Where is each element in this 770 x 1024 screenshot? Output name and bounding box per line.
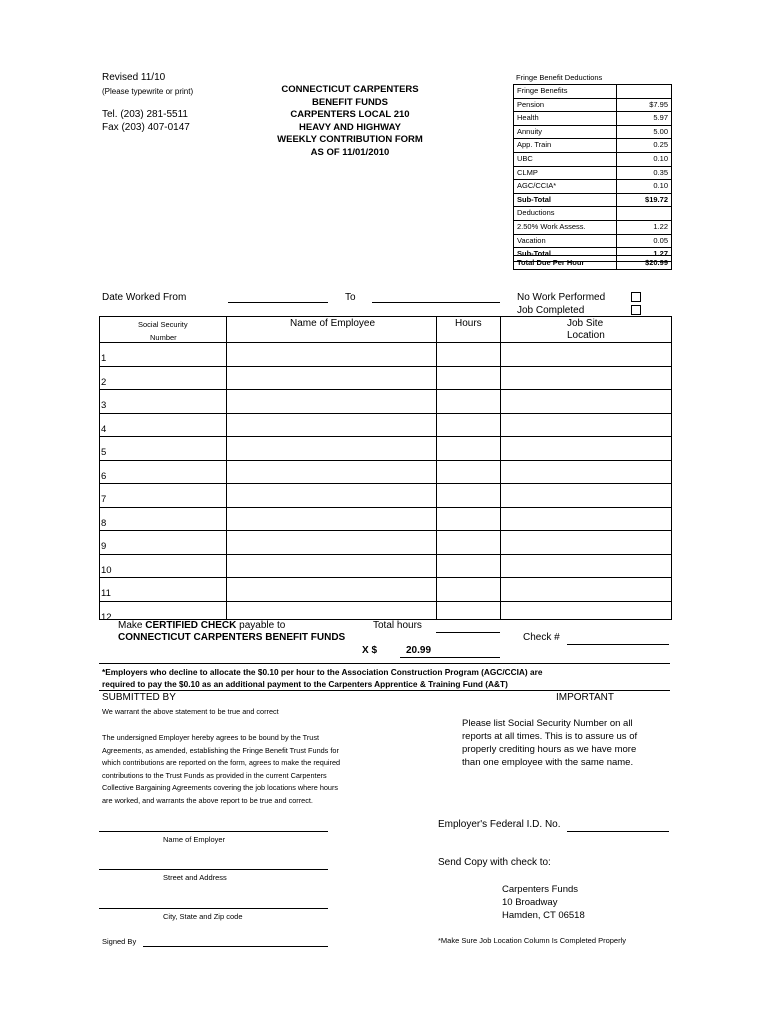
job-site-header: Job Site	[567, 318, 604, 329]
street-label: Street and Address	[163, 873, 227, 882]
row-number: 5	[101, 447, 107, 458]
fringe-label: Sub-Total	[514, 194, 617, 207]
fringe-row	[514, 235, 671, 249]
no-work-label: No Work Performed	[517, 292, 606, 303]
payee-name: CONNECTICUT CARPENTERS BENEFIT FUNDS	[118, 632, 346, 643]
divider	[99, 690, 670, 691]
grid-divider	[436, 317, 437, 619]
title-line: CARPENTERS LOCAL 210	[290, 109, 410, 120]
row-number: 12	[101, 611, 112, 623]
date-to-field[interactable]	[372, 302, 500, 303]
ssn-header: Social Security	[138, 320, 188, 329]
agreement-line: contributions to the Trust Funds as provided in the current Carpenters	[102, 770, 327, 780]
employee-grid	[99, 316, 672, 620]
city-field[interactable]	[99, 908, 328, 909]
grid-row-line	[100, 436, 671, 437]
fringe-value: 0.25	[653, 140, 668, 150]
city-label: City, State and Zip code	[163, 912, 243, 921]
fringe-label: Health	[514, 112, 617, 125]
submitted-by-label: SUBMITTED BY	[102, 692, 176, 703]
date-from-label: Date Worked From	[102, 292, 187, 303]
mailing-address	[502, 883, 585, 922]
grid-row-line	[100, 507, 671, 508]
notice-line-2: required to pay the $0.10 as an additional payment to the Carpenters Apprentice & Training Fund (A&T)	[102, 679, 508, 689]
total-due-value: $20.99	[645, 258, 668, 267]
fringe-row	[514, 221, 671, 235]
job-location-note: *Make Sure Job Location Column Is Completed Properly	[438, 936, 627, 945]
check-number-field[interactable]	[567, 644, 669, 645]
revised-date: Revised 11/10	[102, 72, 166, 83]
fringe-row	[514, 99, 671, 113]
address-line: Hamden, CT 06518	[502, 910, 585, 921]
fringe-label: UBC	[514, 153, 617, 166]
row-number: 8	[101, 517, 107, 529]
title-line: HEAVY AND HIGHWAY	[299, 121, 401, 133]
total-due-label: Total Due Per Hour	[514, 256, 617, 269]
fringe-value: 0.05	[653, 235, 668, 245]
fringe-value: 0.10	[653, 181, 668, 191]
fringe-value: 5.00	[653, 126, 668, 136]
row-number: 2	[101, 376, 107, 388]
fringe-benefit-table	[513, 84, 672, 262]
row-number: 1	[101, 353, 107, 364]
street-field[interactable]	[99, 869, 328, 870]
form-title	[260, 84, 440, 159]
grid-row-line	[100, 413, 671, 414]
fringe-row	[514, 180, 671, 194]
fringe-label: 2.50% Work Assess.	[514, 221, 617, 234]
check-number-label: Check #	[523, 632, 560, 643]
title-line: BENEFIT FUNDS	[312, 96, 388, 108]
row-number: 6	[101, 470, 107, 482]
send-copy-label: Send Copy with check to:	[438, 857, 551, 868]
multiplier-label: X $	[362, 645, 378, 656]
signature-field[interactable]	[143, 946, 328, 947]
fringe-caption: Fringe Benefit Deductions	[516, 73, 603, 82]
row-number: 11	[101, 588, 111, 599]
agreement-line: which contributions are reported on the form, agrees to make the required	[102, 758, 341, 767]
grid-divider	[226, 317, 227, 619]
no-work-checkbox[interactable]	[631, 292, 641, 302]
fax: Fax (203) 407-0147	[102, 122, 190, 133]
fringe-row	[514, 167, 671, 181]
important-line: than one employee with the same name.	[462, 757, 634, 768]
grid-row-line	[100, 554, 671, 555]
notice-line-1: *Employers who decline to allocate the $0.10 per hour to the Association Construction Program (AGC/CCIA) are	[102, 667, 543, 677]
fringe-value	[617, 207, 671, 220]
row-number: 10	[101, 564, 112, 576]
date-from-field[interactable]	[228, 302, 328, 303]
grid-row-line	[100, 389, 671, 390]
grid-row-line	[100, 601, 671, 602]
fringe-row	[514, 207, 671, 221]
total-due-row	[513, 255, 672, 270]
address-line: 10 Broadway	[502, 897, 558, 908]
grid-divider	[500, 317, 501, 619]
address-line: Carpenters Funds	[502, 884, 579, 895]
grid-row-line	[100, 530, 671, 531]
fringe-label: App. Train	[514, 139, 617, 152]
make-check-line	[118, 620, 285, 631]
title-line: CONNECTICUT CARPENTERS	[281, 84, 419, 95]
typewrite-note: (Please typewrite or print)	[102, 87, 194, 96]
fringe-value: 0.35	[653, 167, 668, 177]
fringe-label: Deductions	[514, 207, 617, 220]
rate-value: 20.99	[406, 645, 432, 656]
fringe-row	[514, 126, 671, 140]
federal-id-field[interactable]	[567, 831, 669, 832]
agreement-line: Collective Bargaining Agreements covering the job locations where hours	[102, 783, 339, 792]
fringe-row	[514, 153, 671, 167]
agreement-line: are worked, and warrants the above report to be true and correct.	[102, 795, 313, 805]
fringe-value: 1.27	[653, 249, 668, 259]
fringe-label: Vacation	[514, 235, 617, 248]
divider	[99, 663, 670, 664]
fringe-value: 5.97	[653, 113, 668, 123]
hours-header: Hours	[455, 318, 482, 329]
job-site-header-2: Location	[567, 330, 605, 341]
fringe-label: CLMP	[514, 167, 617, 180]
warrant-statement: We warrant the above statement to be true and correct	[102, 707, 279, 716]
row-number: 4	[101, 423, 107, 435]
fringe-label: Annuity	[514, 126, 617, 139]
important-line: Please list Social Security Number on all	[462, 718, 633, 729]
grid-header-line	[100, 342, 671, 343]
fringe-label: AGC/CCIA*	[514, 180, 617, 193]
amount-line[interactable]	[400, 657, 500, 658]
make-suffix: payable to	[236, 620, 286, 631]
fringe-row	[514, 112, 671, 126]
row-number: 3	[101, 400, 107, 411]
row-number: 9	[101, 541, 107, 552]
grid-row-line	[100, 460, 671, 461]
title-line: AS OF 11/01/2010	[310, 146, 390, 158]
important-line: reports at all times. This is to assure us of	[462, 731, 638, 742]
fringe-value	[617, 85, 671, 98]
fringe-row	[514, 194, 671, 208]
fringe-label: Sub-Total	[514, 248, 617, 261]
job-completed-label: Job Completed	[517, 305, 585, 316]
federal-id-label: Employer's Federal I.D. No.	[438, 819, 561, 830]
important-line: properly crediting hours as we have more	[462, 744, 637, 755]
grid-row-line	[100, 366, 671, 367]
fringe-label: Fringe Benefits	[514, 85, 617, 98]
employer-name-field[interactable]	[99, 831, 328, 832]
fringe-value: 0.10	[653, 153, 668, 163]
important-label: IMPORTANT	[556, 692, 614, 703]
employee-name-header: Name of Employee	[290, 318, 376, 329]
agreement-line: Agreements, as amended, establishing the Fringe Benefit Trust Funds for	[102, 745, 339, 755]
fringe-value: $19.72	[645, 194, 668, 204]
total-hours-label: Total hours	[373, 620, 422, 631]
make-prefix: Make	[118, 620, 146, 631]
important-paragraph	[462, 717, 637, 769]
agreement-paragraph	[102, 732, 402, 807]
fringe-row	[514, 85, 671, 99]
grid-row-line	[100, 483, 671, 484]
ssn-header-2: Number	[150, 333, 177, 342]
title-line: WEEKLY CONTRIBUTION FORM	[277, 134, 423, 145]
certified-check: CERTIFIED CHECK	[145, 620, 237, 631]
row-number: 7	[101, 494, 107, 505]
job-completed-checkbox[interactable]	[631, 305, 641, 315]
grid-row-line	[100, 577, 671, 578]
agreement-line: The undersigned Employer hereby agrees to be bound by the Trust	[102, 733, 320, 742]
total-hours-field[interactable]	[436, 632, 500, 633]
date-to-label: To	[345, 292, 356, 303]
fringe-row	[514, 139, 671, 153]
fringe-value: 1.22	[653, 221, 668, 231]
fringe-value: $7.95	[649, 99, 668, 109]
signed-by-label: Signed By	[102, 937, 137, 946]
fringe-label: Pension	[514, 99, 617, 112]
telephone: Tel. (203) 281-5511	[102, 109, 188, 120]
employer-name-label: Name of Employer	[163, 835, 226, 844]
